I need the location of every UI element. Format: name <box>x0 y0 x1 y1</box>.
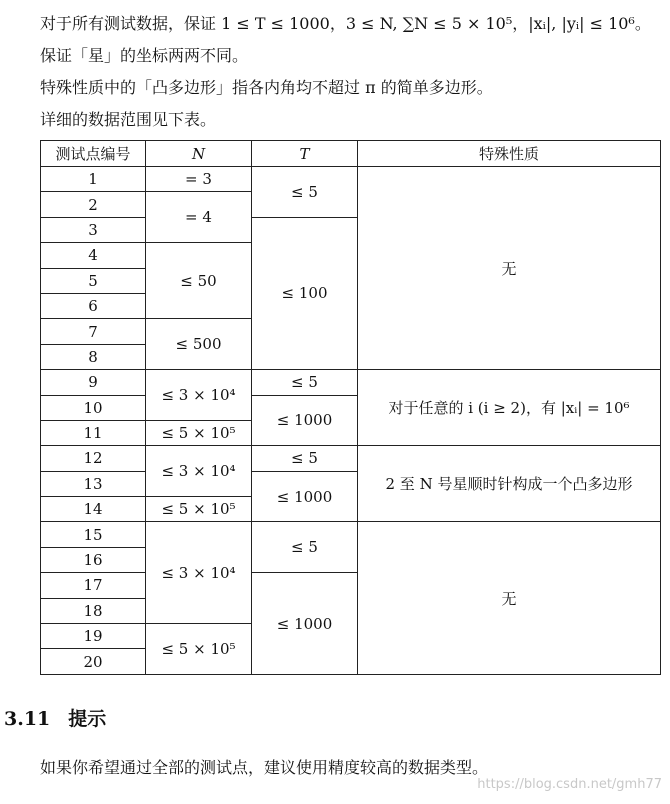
test-id-cell: 6 <box>41 293 146 318</box>
test-id-cell: 4 <box>41 243 146 268</box>
test-id-cell: 9 <box>41 370 146 395</box>
table-row <box>41 370 661 395</box>
header-test-id: 测试点编号 <box>41 141 146 167</box>
table-row <box>41 167 661 192</box>
test-id-cell: 7 <box>41 319 146 344</box>
test-id-cell: 18 <box>41 598 146 623</box>
t-cell: ≤ 5 <box>252 370 358 395</box>
n-cell: ≤ 500 <box>146 319 252 370</box>
watermark: https://blog.csdn.net/gmh77 <box>477 777 662 792</box>
convex-definition-paragraph: 特殊性质中的「凸多边形」指各内角均不超过 π 的简单多边形。 <box>40 78 493 97</box>
distinct-coordinates-paragraph: 保证「星」的坐标两两不同。 <box>40 46 249 65</box>
t-cell: ≤ 5 <box>252 446 358 471</box>
n-cell: = 4 <box>146 192 252 243</box>
table-row <box>41 446 661 471</box>
special-cell: 对于任意的 i (i ≥ 2)，有 |xᵢ| = 10⁶ <box>358 370 661 446</box>
test-id-cell: 3 <box>41 217 146 242</box>
special-cell: 无 <box>358 522 661 674</box>
test-id-cell: 2 <box>41 192 146 217</box>
test-id-cell: 19 <box>41 624 146 649</box>
t-cell: ≤ 5 <box>252 167 358 218</box>
data-range-table <box>40 140 661 675</box>
t-cell: ≤ 1000 <box>252 471 358 522</box>
section-title: 提示 <box>68 708 107 730</box>
t-cell: ≤ 100 <box>252 217 358 369</box>
t-cell: ≤ 5 <box>252 522 358 573</box>
n-cell: ≤ 3 × 10⁴ <box>146 522 252 624</box>
section-heading <box>4 707 106 731</box>
table-header-row <box>41 141 661 167</box>
test-id-cell: 5 <box>41 268 146 293</box>
constraints-paragraph: 对于所有测试数据，保证 1 ≤ T ≤ 1000，3 ≤ N, ∑N ≤ 5 × 10⁵，|xᵢ|, |yᵢ| ≤ 10⁶。 <box>40 14 651 33</box>
n-cell: ≤ 3 × 10⁴ <box>146 370 252 421</box>
test-id-cell: 8 <box>41 344 146 369</box>
header-t: T <box>252 141 358 167</box>
n-cell: ≤ 5 × 10⁵ <box>146 624 252 675</box>
t-cell: ≤ 1000 <box>252 395 358 446</box>
test-id-cell: 10 <box>41 395 146 420</box>
test-id-cell: 12 <box>41 446 146 471</box>
test-id-cell: 1 <box>41 167 146 192</box>
test-id-cell: 13 <box>41 471 146 496</box>
section-number: 3.11 <box>4 708 51 730</box>
header-special: 特殊性质 <box>358 141 661 167</box>
special-cell: 无 <box>358 167 661 370</box>
header-n: N <box>146 141 252 167</box>
n-cell: = 3 <box>146 167 252 192</box>
n-cell: ≤ 50 <box>146 243 252 319</box>
special-cell: 2 至 N 号星顺时针构成一个凸多边形 <box>358 446 661 522</box>
test-id-cell: 15 <box>41 522 146 547</box>
n-cell: ≤ 5 × 10⁵ <box>146 420 252 445</box>
test-id-cell: 11 <box>41 420 146 445</box>
test-id-cell: 17 <box>41 573 146 598</box>
test-id-cell: 20 <box>41 649 146 674</box>
test-id-cell: 16 <box>41 547 146 572</box>
n-cell: ≤ 5 × 10⁵ <box>146 497 252 522</box>
test-id-cell: 14 <box>41 497 146 522</box>
n-cell: ≤ 3 × 10⁴ <box>146 446 252 497</box>
hint-paragraph: 如果你希望通过全部的测试点，建议使用精度较高的数据类型。 <box>40 758 489 777</box>
table-row <box>41 522 661 547</box>
see-table-paragraph: 详细的数据范围见下表。 <box>40 110 217 129</box>
t-cell: ≤ 1000 <box>252 573 358 675</box>
